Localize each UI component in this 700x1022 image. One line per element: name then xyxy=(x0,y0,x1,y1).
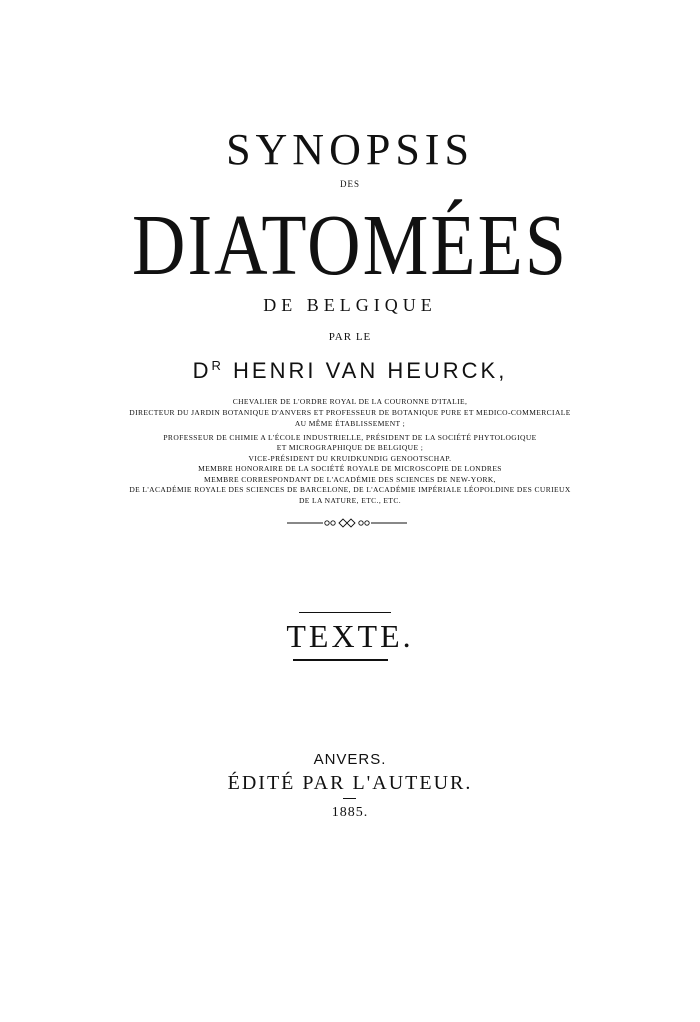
credential-line: ET MICROGRAPHIQUE DE BELGIQUE ; xyxy=(276,443,424,452)
author-name: HENRI VAN HEURCK, xyxy=(233,358,508,383)
section-rule-top xyxy=(299,612,391,613)
title-connector: DES xyxy=(339,179,360,189)
credential-line: AU MÊME ÉTABLISSEMENT ; xyxy=(294,419,406,428)
author-prefix: D xyxy=(192,358,212,383)
credential-line: PROFESSEUR DE CHIMIE A L'ÉCOLE INDUSTRIELLE, PRÉSIDENT DE LA SOCIÉTÉ PHYTOLOGIQUE xyxy=(163,433,537,442)
imprint-publisher: ÉDITÉ PAR L'AUTEUR. xyxy=(227,772,473,794)
title-de-belgique: DE BELGIQUE xyxy=(263,295,437,315)
credential-line: MEMBRE HONORAIRE DE LA SOCIÉTÉ ROYALE DE MICROSCOPIE DE LONDRES xyxy=(198,464,502,473)
byline-par-le: PAR LE xyxy=(328,331,372,343)
credential-line: CHEVALIER DE L'ORDRE ROYAL DE LA COURONNE D'ITALIE, xyxy=(232,397,468,406)
imprint-rule xyxy=(343,798,356,799)
author-prefix-superscript: R xyxy=(211,358,224,373)
title-synopsis: SYNOPSIS xyxy=(226,125,474,174)
imprint-year: 1885. xyxy=(331,805,369,820)
ornamental-divider xyxy=(287,516,407,530)
section-label: TEXTE. xyxy=(286,618,414,654)
section-rule-bottom xyxy=(293,659,388,661)
imprint-place: ANVERS. xyxy=(313,751,387,768)
credential-line: VICE-PRÉSIDENT DU KRUIDKUNDIG GENOOTSCHAP. xyxy=(248,454,452,463)
author-name-line xyxy=(0,360,700,382)
credential-line: DIRECTEUR DU JARDIN BOTANIQUE D'ANVERS ET PROFESSEUR DE BOTANIQUE PURE ET MEDICO-COMMERCIALE xyxy=(129,408,571,417)
credential-line: MEMBRE CORRESPONDANT DE L'ACADÉMIE DES SCIENCES DE NEW-YORK, xyxy=(204,475,496,484)
credential-line: DE L'ACADÉMIE ROYALE DES SCIENCES DE BARCELONE, DE L'ACADÉMIE IMPÉRIALE LÉOPOLDINE DES CURIEUX xyxy=(129,485,571,494)
credential-line: DE LA NATURE, ETC., ETC. xyxy=(298,496,402,505)
title-diatomees: DIATOMÉES xyxy=(132,197,568,295)
